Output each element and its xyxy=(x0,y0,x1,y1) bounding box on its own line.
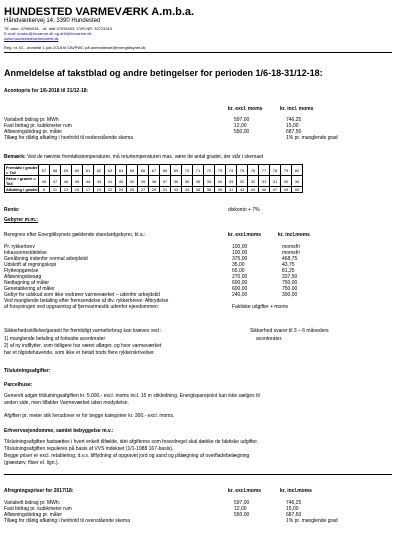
fee-label: Pr. rykkerbrev xyxy=(4,244,35,250)
temperature-cell: 43 xyxy=(94,176,105,187)
temperature-cell: 32 xyxy=(248,176,259,187)
temperature-cell: 59 xyxy=(61,165,72,176)
aconto-row xyxy=(4,135,392,141)
temperature-cell: 70 xyxy=(182,165,193,176)
fee-label: Flytteopgørelse xyxy=(4,268,39,274)
temperature-cell: 19 xyxy=(94,187,105,193)
temperature-cell: 67 xyxy=(149,165,160,176)
settlement-label: Variabelt bidrag pr. MWh: xyxy=(4,500,61,506)
company-address: Håndværkervej 14, 3390 Hundested xyxy=(4,18,101,24)
temperature-cell: 49 xyxy=(281,187,292,193)
fee-label: Inkassomeddelelse xyxy=(4,250,47,256)
gebyr-intro: Beregnes efter Energitilsynets gældende standardgebyrer, bl.a.: xyxy=(4,232,146,238)
page-title: Anmeldelse af takstblad og andre betingelser for perioden 1/6-18-31/12-18: xyxy=(4,68,323,78)
company-website-link[interactable]: www.hundestedvarmevaerk.dk xyxy=(4,36,59,41)
temperature-cell: 47 xyxy=(270,187,281,193)
parcel-text-2: anden side, men tilfalder Varmeværket uden modydelse. xyxy=(4,400,129,406)
temperature-cell: 40 xyxy=(127,176,138,187)
security-line-1: Sikkerhedsstillelse/garanti for fremtidigt varmeforbrug kan kræves ved : xyxy=(4,328,162,334)
fee-incl-value: 750,00 xyxy=(282,280,298,286)
aconto-col-incl: kr. incl. moms xyxy=(280,106,314,112)
settlement-label: Afløsningsbidrag pr. måler xyxy=(4,512,63,518)
temperature-cell: 34 xyxy=(204,176,215,187)
settlement-incl-value: 687,50 xyxy=(286,512,302,518)
temperature-cell: 30 xyxy=(292,176,303,187)
fee-excl-value: 600,00 xyxy=(232,280,248,286)
aconto-incl-value: 15,00 xyxy=(286,123,299,129)
fee-incl-value: 750,00 xyxy=(282,286,298,292)
fee-excl-value: 375,00 xyxy=(232,256,248,262)
parcel-text-1: Generelt udgør tilslutningsafgiften kr. 5.000,- excl. moms incl. 15 m stikledning. Energisparepoint kan ikke sælges til xyxy=(4,393,260,399)
fee-label: Nedtagning af måler xyxy=(4,280,50,286)
aconto-heading: Acontopris for 1/6-2018 til 31/12-18: xyxy=(4,88,89,94)
temperature-cell: 11 xyxy=(50,187,61,193)
aconto-label: Tillæg for dårlig afkøling i henhold til nedenstående skema xyxy=(4,135,134,141)
settlement-divider xyxy=(4,474,392,475)
temperature-cell: 46 xyxy=(259,187,270,193)
parcel-text-3: Afgiften pr. meter stik herudover er for begge kategorier kr. 300,- excl. moms. xyxy=(4,413,175,419)
settlement-label: Fast bidrag pr. kubikmeter rum xyxy=(4,506,72,512)
security-line-3: 2) af ny indflytter, som tidligere har været afløger, og hvor varmeværket xyxy=(4,343,162,349)
temperature-cell: 13 xyxy=(61,187,72,193)
temperature-cell: 44 xyxy=(83,176,94,187)
temperature-cell: 71 xyxy=(193,165,204,176)
commercial-text-1: Tilslutningsafgiften fastsættes i hvert enkelt tilfælde, idet afgifterne som hovedregel skal dække de faktiske udgifter. xyxy=(4,439,259,445)
rente-value: diskonto + 7% xyxy=(228,207,260,213)
settlement-incl-value: 1% pr. manglende grad xyxy=(286,518,338,524)
registration-note: Reg. nr. 61 - anmeldt 1 juni 2018 til CBi/PWC på anmeldelser@energitilsynet.dk xyxy=(4,45,146,50)
temperature-cell: 80 xyxy=(292,165,303,176)
temperature-cell: 39 xyxy=(138,176,149,187)
fee-row xyxy=(4,304,392,310)
temperature-cell: 45 xyxy=(72,176,83,187)
temperature-cell: 31 xyxy=(160,187,171,193)
fee-excl-value: 270,00 xyxy=(232,274,248,280)
fee-label: Genetablering af måler xyxy=(4,286,55,292)
settlement-excl-value: 550,00 xyxy=(234,512,250,518)
temperature-cell: 31 xyxy=(270,176,281,187)
commercial-text-2: Tilslutningsafgiften reguleres på basis af VVS indekset (1/1-1988 167-basis). xyxy=(4,446,174,452)
aconto-label: Afløsningsbidrag pr. måler xyxy=(4,129,63,135)
temperature-cell: 78 xyxy=(270,165,281,176)
fee-label: Udskrift af regningskopi xyxy=(4,262,57,268)
fee-label: af forsyningen ved opgravning af fjernvarmestik udenfor ejendommen: xyxy=(4,304,160,310)
temperature-note xyxy=(4,154,263,160)
settlement-heading: Afregningspriser for 2017/18: xyxy=(4,488,74,494)
temperature-cell: 79 xyxy=(281,165,292,176)
temperature-cell: 27 xyxy=(138,187,149,193)
temperature-cell: 75 xyxy=(237,165,248,176)
temperature-cell: 44 xyxy=(248,187,259,193)
temperature-row-label: Afkøling i grader xyxy=(6,187,38,192)
temperature-cell: 36 xyxy=(193,187,204,193)
temperature-cell: 64 xyxy=(116,165,127,176)
fee-incl-value: 81,25 xyxy=(282,268,295,274)
temperature-cell: 60 xyxy=(72,165,83,176)
settlement-col-excl: kr. excl.moms xyxy=(228,488,262,494)
temperature-cell: 22 xyxy=(105,187,116,193)
connection-fees-heading: Tilslutningsafgifter: xyxy=(4,368,51,374)
temperature-cell: 41 xyxy=(226,187,237,193)
temperature-cell: 61 xyxy=(83,165,94,176)
settlement-row xyxy=(4,518,392,524)
temperature-cell: 8 xyxy=(39,187,50,193)
commercial-text-3: Begge priser er excl. retablering, d.v.s. tilflydning af opgravet jord og sand og pålægning af overfladebelægning xyxy=(4,453,250,459)
temperature-cell: 58 xyxy=(50,165,61,176)
fee-incl-value: 337,50 xyxy=(282,274,298,280)
security-line-4: har et tilgodehavende, som ikke er betalt trods flere rykkerskrivelser. xyxy=(4,350,155,356)
temperature-cell: 57 xyxy=(39,165,50,176)
fee-excl-value: Faktiske udgifter + moms xyxy=(232,304,288,310)
temperature-cell: 72 xyxy=(204,165,215,176)
fee-incl-value: momsfri xyxy=(282,250,300,256)
temperature-row-label: Fremløb i grader = Ta2 xyxy=(6,165,38,175)
settlement-incl-value: 15,00 xyxy=(286,506,299,512)
header-divider xyxy=(4,52,392,53)
temperature-cell: 63 xyxy=(105,165,116,176)
temperature-cell: 50 xyxy=(292,187,303,193)
temperature-cell: 66 xyxy=(138,165,149,176)
temperature-cell: 30 xyxy=(281,176,292,187)
gebyr-col-excl: kr. excl.moms xyxy=(228,232,262,238)
fee-incl-value: 468,75 xyxy=(282,256,298,262)
aconto-label: Variabelt bidrag pr. MWh xyxy=(4,117,59,123)
temperature-table-row xyxy=(5,176,303,187)
settlement-col-incl: kr. incl.moms xyxy=(280,488,312,494)
temperature-cell: 38 xyxy=(204,187,215,193)
temperature-cell: 73 xyxy=(215,165,226,176)
temperature-cell: 46 xyxy=(61,176,72,187)
temperature-cell: 35 xyxy=(193,176,204,187)
aconto-incl-value: 687,50 xyxy=(286,129,302,135)
aconto-excl-value: 12,00 xyxy=(234,123,247,129)
security-note-2: acontorater. xyxy=(256,336,283,342)
aconto-excl-value: 597,00 xyxy=(234,117,250,123)
settlement-label: Tillæg for dårlig afkøling i henhold til ovenstående skema xyxy=(4,518,130,524)
fee-label: Genåbning indenfor normal arbejdstid xyxy=(4,256,88,262)
temperature-cell: 33 xyxy=(171,187,182,193)
temperature-cell: 43 xyxy=(237,187,248,193)
temperature-cell: 33 xyxy=(226,176,237,187)
temperature-cell: 32 xyxy=(237,176,248,187)
company-contact-phone: Tlf. adm. 47980015, - dr. drift 47934003, CVR-NR: 32723315 xyxy=(4,26,113,31)
temperature-row-label: Retur i grader = Ta3 xyxy=(5,176,39,187)
temperature-cell: 65 xyxy=(127,165,138,176)
aconto-label: Fast bidrag pr. kubikmeter rum xyxy=(4,123,72,129)
temperature-cell: 15 xyxy=(72,187,83,193)
note-text: Ved de nævnte fremløbstemperaturer, må returtemperaturen max. være de antal grader, der står i skemaet xyxy=(27,154,264,160)
fee-excl-value: 240,00 xyxy=(232,292,248,298)
gebyr-heading: Gebyrer m.m.: xyxy=(4,217,38,223)
temperature-cell: 74 xyxy=(226,165,237,176)
temperature-cell: 24 xyxy=(116,187,127,193)
parcel-heading: Parcelhuse: xyxy=(4,382,33,388)
temperature-cell: 69 xyxy=(171,165,182,176)
temperature-cell: 31 xyxy=(259,176,270,187)
company-name: HUNDESTED VARMEVÆRK A.m.b.a. xyxy=(4,6,195,18)
security-note-1: Sikkerhed svarer til 3 – 6 måneders xyxy=(250,328,329,334)
temperature-table-row xyxy=(5,187,303,193)
note-label: Bemærk: xyxy=(4,154,26,160)
temperature-cell: 29 xyxy=(149,187,160,193)
fee-excl-value: 100,00 xyxy=(232,244,248,250)
aconto-incl-value: 746,25 xyxy=(286,117,302,123)
aconto-col-excl: kr. excl. moms xyxy=(228,106,263,112)
gebyr-col-incl: kr. incl.moms xyxy=(278,232,310,238)
fee-excl-value: 600,00 xyxy=(232,286,248,292)
commercial-text-4: (græstørv, fliser el. lign.). xyxy=(4,460,59,466)
temperature-cell: 39 xyxy=(215,187,226,193)
rente-label: Rente: xyxy=(4,207,20,213)
fee-label: Afløsningsbesøg xyxy=(4,274,42,280)
settlement-excl-value: 597,00 xyxy=(234,500,250,506)
temperature-cell: 25 xyxy=(127,187,138,193)
temperature-cell: 37 xyxy=(160,176,171,187)
temperature-cell: 47 xyxy=(50,176,61,187)
temperature-cell: 17 xyxy=(83,187,94,193)
temperature-cell: 49 xyxy=(39,176,50,187)
temperature-cell: 68 xyxy=(160,165,171,176)
temperature-cell: 34 xyxy=(215,176,226,187)
temperature-cell: 77 xyxy=(259,165,270,176)
fee-excl-value: 65,00 xyxy=(232,268,245,274)
company-contact-email[interactable]: E-mail: kontor@hvvarme.dk og drift@hvvarme.dk xyxy=(4,31,92,36)
temperature-cell: 76 xyxy=(248,165,259,176)
temperature-cell: 38 xyxy=(149,176,160,187)
temperature-table xyxy=(4,164,303,193)
fee-label: Ved manglende betaling efter fremsendelse af div. rykkerbreve: Afbrydelse xyxy=(4,298,169,304)
temperature-cell: 41 xyxy=(105,176,116,187)
fee-label: Gebyr for udskud som ikke vedrører varmeværket – udenfor arbejdstid xyxy=(4,292,160,298)
fee-excl-value: 100,00 xyxy=(232,250,248,256)
temperature-cell: 40 xyxy=(116,176,127,187)
settlement-excl-value: 12,00 xyxy=(234,506,247,512)
fee-excl-value: 35,00 xyxy=(232,262,245,268)
commercial-heading: Erhvervsejendomme, samlet bebyggelse m.v.: xyxy=(4,428,114,434)
temperature-cell: 36 xyxy=(182,176,193,187)
temperature-cell: 36 xyxy=(171,176,182,187)
aconto-excl-value: 550,00 xyxy=(234,129,250,135)
fee-incl-value: 43,75 xyxy=(282,262,295,268)
security-line-2: 1) manglende betaling af fortsatte acontorater xyxy=(4,336,106,342)
temperature-cell: 34 xyxy=(182,187,193,193)
temperature-cell: 62 xyxy=(94,165,105,176)
fee-incl-value: momsfri xyxy=(282,244,300,250)
temperature-table-row xyxy=(5,165,303,176)
settlement-incl-value: 746,25 xyxy=(286,500,302,506)
fee-incl-value: 300,00 xyxy=(282,292,298,298)
aconto-incl-value: 1% pr. manglende grad xyxy=(286,135,338,141)
